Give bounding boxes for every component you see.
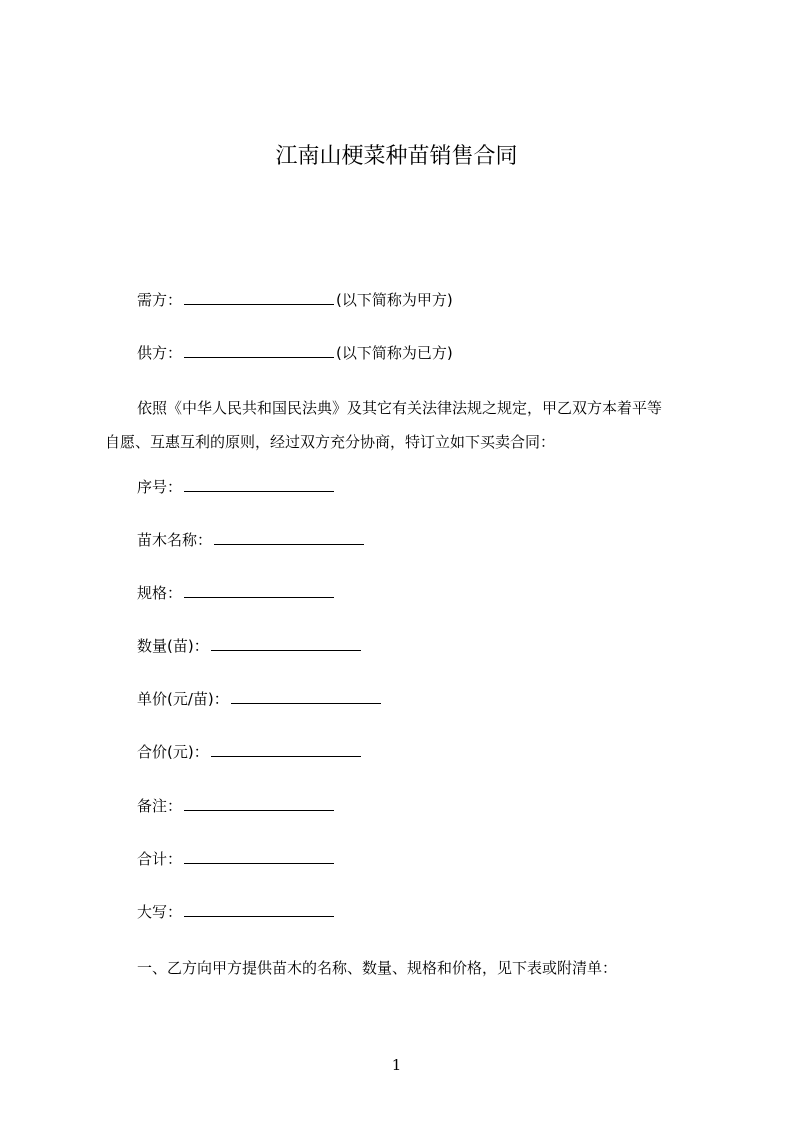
intro-line-1: 依照《中华人民共和国民法典》及其它有关法律法规之规定，甲乙双方本着平等 [137,399,663,417]
unit-price-blank[interactable] [231,689,381,704]
serial-blank[interactable] [184,477,334,492]
party-b-suffix: (以下简称为已方) [336,344,453,362]
seedling-name-blank[interactable] [214,530,364,545]
document-title: 江南山梗菜种苗销售合同 [275,144,518,169]
uppercase-label: 大写： [137,903,183,921]
spec-line [137,582,336,604]
spec-label: 规格： [137,584,183,602]
seedling-name-line [137,529,366,551]
total-price-label: 合价(元)： [137,743,209,761]
sum-line [137,848,336,870]
uppercase-blank[interactable] [184,902,334,917]
page-number: 1 [391,1056,402,1074]
sum-blank[interactable] [184,849,334,864]
serial-line [137,476,336,498]
total-price-blank[interactable] [211,742,361,757]
serial-label: 序号： [137,478,183,496]
party-b-line [137,342,453,364]
remarks-line [137,795,336,817]
uppercase-line [137,901,336,923]
intro-line-2: 自愿、互惠互利的原则，经过双方充分协商，特订立如下买卖合同： [105,433,556,451]
quantity-line [137,635,363,657]
remarks-label: 备注： [137,797,183,815]
sum-label: 合计： [137,850,183,868]
unit-price-line [137,688,383,710]
party-a-line [137,289,453,311]
unit-price-label: 单价(元/苗)： [137,690,229,708]
party-a-label: 需方： [137,291,183,309]
quantity-blank[interactable] [211,636,361,651]
seedling-name-label: 苗木名称： [137,531,213,549]
party-a-suffix: (以下简称为甲方) [336,291,453,309]
total-price-line [137,741,363,763]
spec-blank[interactable] [184,583,334,598]
party-a-blank[interactable] [184,290,334,305]
intro-paragraph [105,391,695,459]
party-b-label: 供方： [137,344,183,362]
quantity-label: 数量(苗)： [137,637,209,655]
remarks-blank[interactable] [184,796,334,811]
clause-1: 一、乙方向甲方提供苗木的名称、数量、规格和价格，见下表或附清单： [137,959,618,977]
party-b-blank[interactable] [184,343,334,358]
